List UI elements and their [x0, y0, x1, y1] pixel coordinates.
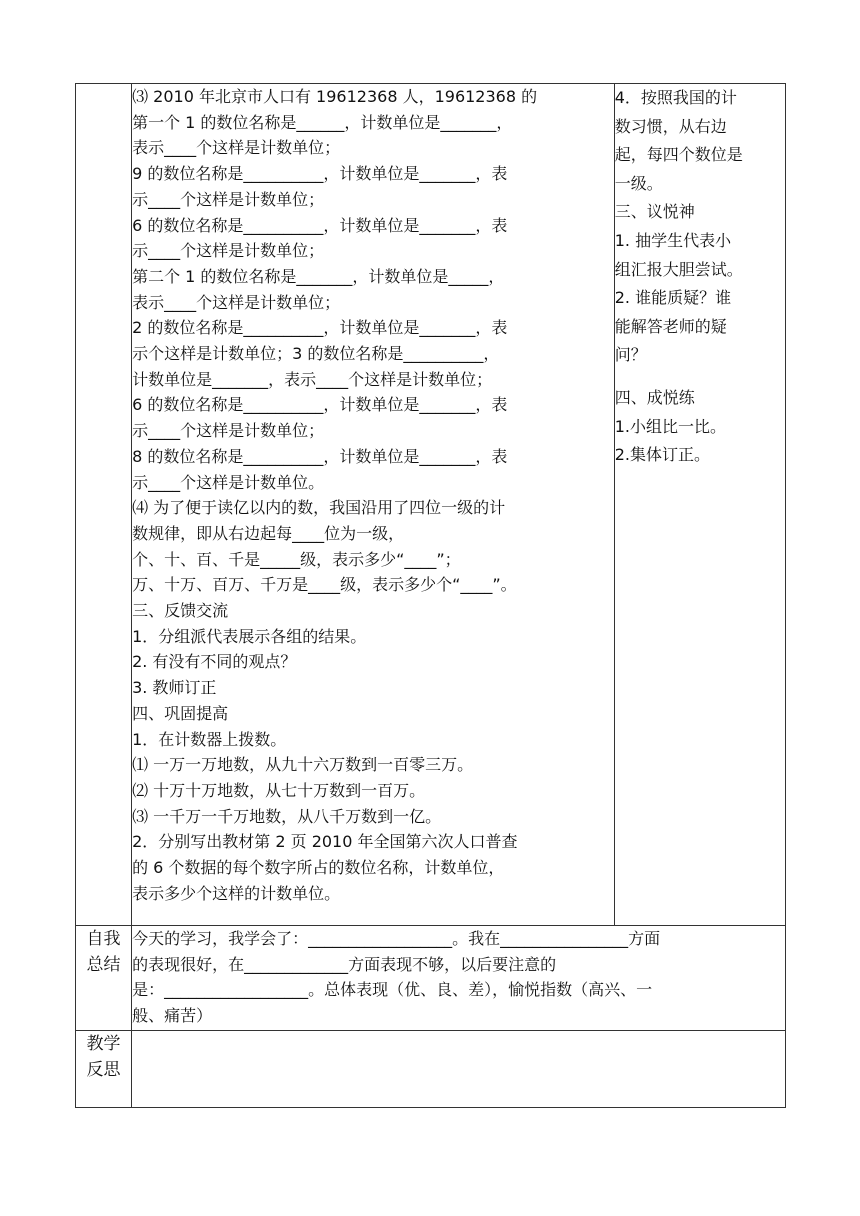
summary-line: 今天的学习，我学会了：__________________。我在________________方面 — [132, 929, 661, 948]
side-text-line: 一级。 — [614, 173, 663, 193]
side-text-line: 能解答老师的疑 — [614, 316, 727, 336]
reflection-label-line: 教学 — [86, 1034, 121, 1054]
main-content-cell — [132, 84, 615, 926]
text-line: 表示____个这样是计数单位； — [132, 292, 341, 312]
side-text-line: 起，每四个数位是 — [614, 145, 743, 165]
summary-label-cell — [76, 926, 132, 1031]
text-line: ⑶ 一千万一千万地数，从八千万数到一亿。 — [132, 806, 442, 826]
text-line: 第二个 1 的数位名称是_______，计数单位是_____， — [132, 266, 505, 286]
text-line: 第一个 1 的数位名称是______，计数单位是_______， — [132, 112, 513, 132]
text-line: 8 的数位名称是__________，计数单位是_______，表 — [132, 446, 508, 466]
text-line: 表示多少个这样的计数单位。 — [132, 883, 341, 903]
text-line: 个、十、百、千是_____级，表示多少“____”； — [132, 549, 461, 569]
text-line: 示____个这样是计数单位； — [132, 241, 325, 261]
side-section-heading: 三、议悦神 — [614, 202, 695, 222]
reflection-label-line: 反思 — [86, 1060, 121, 1080]
side-section-heading: 四、成悦练 — [614, 387, 695, 407]
text-line: ⑶ 2010 年北京市人口有 19612368 人，19612368 的 — [132, 87, 538, 106]
text-line: 万、十万、百万、千万是____级，表示多少个“____”。 — [132, 575, 517, 595]
side-text-line: 组汇报大胆尝试。 — [614, 259, 743, 279]
text-line: ⑷ 为了便于读亿以内的数，我国沿用了四位一级的计 — [132, 498, 506, 518]
text-line: 6 的数位名称是__________，计数单位是_______，表 — [132, 215, 508, 235]
summary-line: 的表现很好，在_____________方面表现不够，以后要注意的 — [132, 954, 557, 974]
text-line: 9 的数位名称是__________，计数单位是_______，表 — [132, 164, 508, 184]
text-line: 示____个这样是计数单位； — [132, 189, 325, 209]
text-line: 1．在计数器上拨数。 — [132, 729, 287, 749]
summary-row — [76, 926, 786, 1031]
side-notes-cell — [614, 84, 785, 926]
text-line: 示____个这样是计数单位。 — [132, 472, 325, 492]
side-text-line: 1.小组比一比。 — [614, 416, 727, 436]
text-line: 6 的数位名称是__________，计数单位是_______，表 — [132, 395, 508, 415]
text-line: 3. 教师订正 — [132, 678, 217, 698]
reflection-label-cell — [76, 1031, 132, 1108]
empty-label-cell — [76, 84, 132, 926]
spacer — [615, 370, 785, 384]
side-text-line: 4．按照我国的计 — [614, 88, 737, 107]
text-line: 2. 有没有不同的观点？ — [132, 652, 297, 672]
summary-line: 是：__________________。总体表现（优、良、差），愉悦指数（高兴、一 — [132, 980, 653, 1000]
side-text-line: 2.集体订正。 — [614, 445, 711, 465]
text-line: 表示____个这样是计数单位； — [132, 138, 341, 158]
reflection-row — [76, 1031, 786, 1108]
summary-line: 般、痛苦） — [132, 1006, 213, 1026]
side-text-line: 数习惯，从右边 — [614, 116, 727, 136]
side-text-line: 问？ — [614, 345, 647, 365]
text-line: 1．分组派代表展示各组的结果。 — [132, 626, 367, 646]
text-line: 数规律，即从右边起每____位为一级， — [132, 523, 405, 543]
text-line: ⑴ 一万一万地数，从九十六万数到一百零三万。 — [132, 755, 474, 775]
section-heading: 三、反馈交流 — [132, 601, 229, 621]
text-line: ⑵ 十万十万地数，从七十万数到一百万。 — [132, 780, 426, 800]
lesson-table — [75, 83, 786, 1108]
text-line: 示个这样是计数单位；3 的数位名称是__________， — [132, 344, 500, 364]
section-heading: 四、巩固提高 — [132, 703, 229, 723]
text-line: 计数单位是_______，表示____个这样是计数单位； — [132, 369, 493, 389]
side-text-line: 2. 谁能质疑？谁 — [614, 288, 732, 308]
content-row — [76, 84, 786, 926]
summary-label-line: 自我 — [86, 929, 121, 949]
summary-label-line: 总结 — [86, 955, 121, 975]
reflection-content-cell — [132, 1031, 786, 1108]
text-line: 的 6 个数据的每个数字所占的数位名称，计数单位， — [132, 858, 505, 878]
text-line: 2 的数位名称是__________，计数单位是_______，表 — [132, 318, 508, 338]
side-text-line: 1. 抽学生代表小 — [614, 230, 732, 250]
text-line: 2．分别写出教材第 2 页 2010 年全国第六次人口普查 — [132, 832, 518, 852]
summary-content-cell — [132, 926, 786, 1031]
text-line: 示____个这样是计数单位； — [132, 421, 325, 441]
